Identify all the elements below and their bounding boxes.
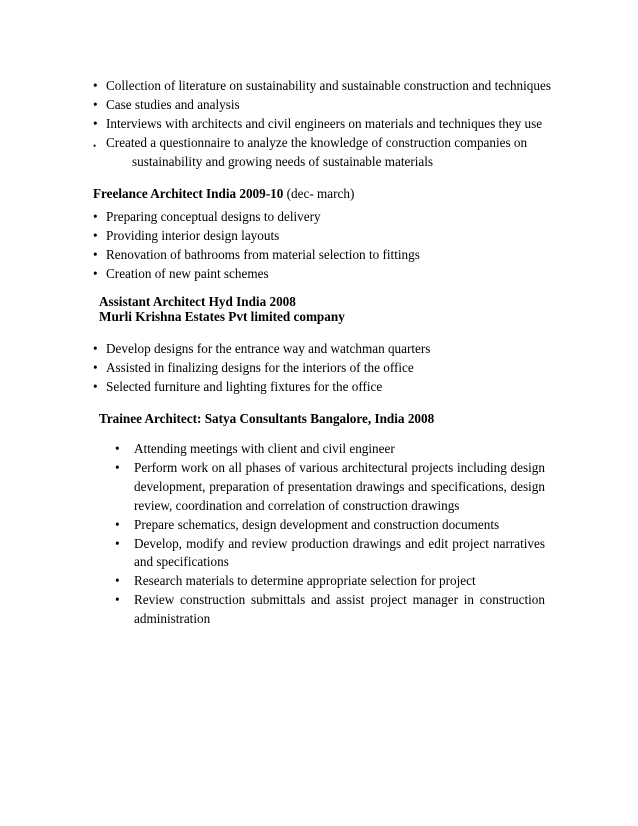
list-item: • Case studies and analysis	[93, 96, 240, 112]
assistant-duties-list	[93, 340, 553, 397]
list-item: • Perform work on all phases of various architectural projects including design development, preparation of presentation drawings and specifications, design review, coordination and correlation of construction drawings	[115, 459, 545, 513]
list-item: • Created a questionnaire to analyze the knowledge of construction companies on sustainability and growing needs of sustainable materials	[93, 134, 528, 169]
freelance-duties-list	[93, 208, 553, 284]
list-item: • Develop, modify and review production drawings and edit project narratives and specifications	[115, 535, 545, 570]
research-duties-list	[93, 77, 553, 172]
list-item: • Preparing conceptual designs to delivery	[93, 209, 321, 224]
trainee-duties-list	[115, 440, 545, 629]
list-item: • Prepare schematics, design development and construction documents	[115, 516, 500, 532]
list-item: • Selected furniture and lighting fixtures for the office	[93, 378, 383, 394]
list-item: • Research materials to determine appropriate selection for project	[115, 573, 476, 589]
assistant-heading: Assistant Architect Hyd India 2008 Murli Krishna Estates Pvt limited company	[99, 294, 345, 324]
list-item: • Develop designs for the entrance way and watchman quarters	[93, 341, 431, 356]
list-item: • Collection of literature on sustainability and sustainable construction and techniques	[93, 78, 551, 93]
list-item: • Review construction submittals and assist project manager in construction administration	[115, 592, 545, 627]
freelance-heading: Freelance Architect India 2009-10 (dec- march)	[93, 186, 355, 201]
list-item: • Interviews with architects and civil engineers on materials and techniques they use	[93, 115, 543, 131]
list-item: • Providing interior design layouts	[93, 227, 280, 243]
list-item: • Creation of new paint schemes	[93, 265, 269, 281]
list-item: • Attending meetings with client and civil engineer	[115, 441, 395, 456]
trainee-heading: Trainee Architect: Satya Consultants Bangalore, India 2008	[99, 411, 435, 426]
list-item: • Assisted in finalizing designs for the interiors of the office	[93, 359, 414, 375]
list-item: • Renovation of bathrooms from material selection to fittings	[93, 246, 420, 262]
